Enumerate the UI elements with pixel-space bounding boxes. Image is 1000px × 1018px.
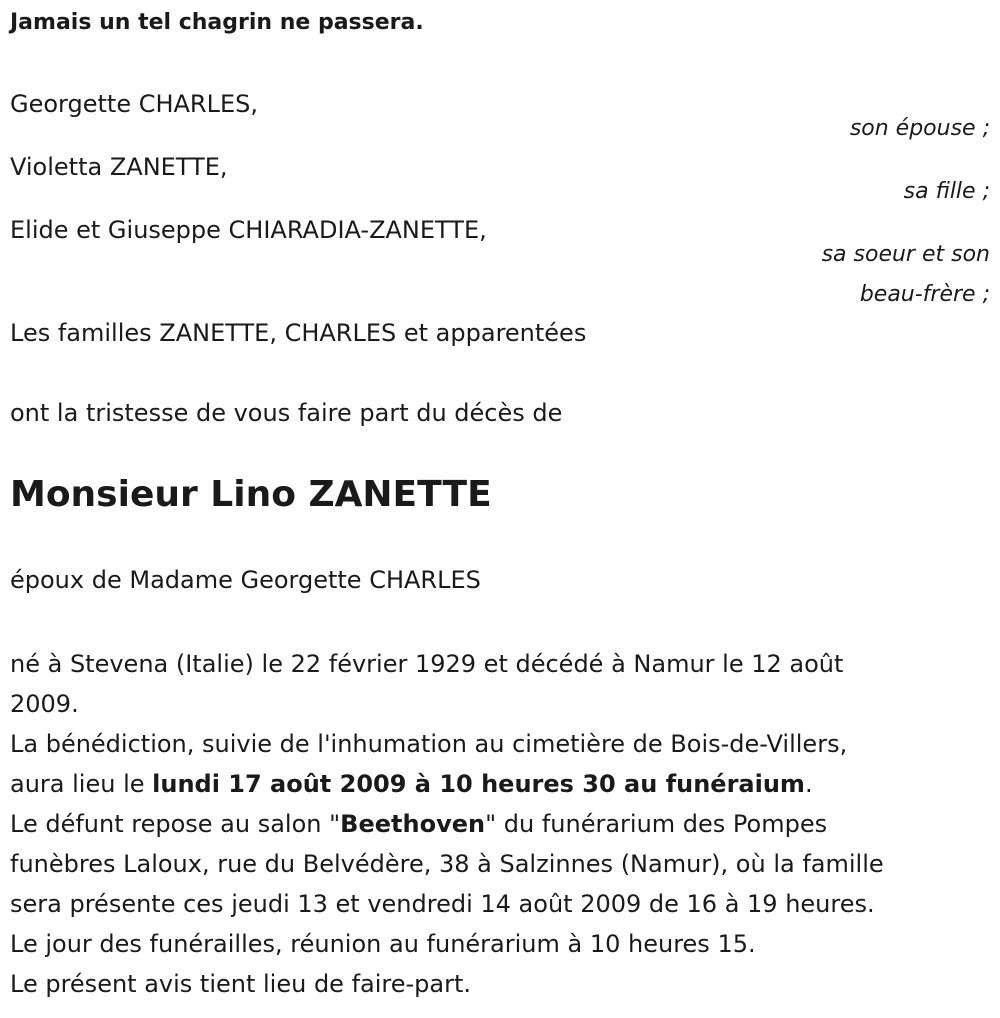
family-member-name-3: Elide et Giuseppe CHIARADIA-ZANETTE, xyxy=(10,216,487,244)
family-member-name-1: Georgette CHARLES, xyxy=(10,90,259,118)
funeral-day-line: Le jour des funérailles, réunion au funérarium à 10 heures 15. xyxy=(10,930,756,958)
salon-name: Beethoven xyxy=(340,810,486,838)
benediction-suffix: . xyxy=(804,770,813,798)
repose-line xyxy=(10,804,990,844)
announcement-line: ont la tristesse de vous faire part du décès de xyxy=(10,399,563,427)
presence-line: sera présente ces jeudi 13 et vendredi 14 août 2009 de 16 à 19 heures. xyxy=(10,890,875,918)
closing-line: Le présent avis tient lieu de faire-part. xyxy=(10,970,472,998)
repose-prefix: Le défunt repose au salon " xyxy=(10,810,341,838)
family-member-name-2: Violetta ZANETTE, xyxy=(10,153,228,181)
benediction-date: lundi 17 août 2009 à 10 heures 30 au funéraium xyxy=(152,770,805,798)
spouse-line: époux de Madame Georgette CHARLES xyxy=(10,566,481,594)
family-member-role-2: sa fille ; xyxy=(903,179,990,204)
heading: Jamais un tel chagrin ne passera. xyxy=(10,10,424,35)
family-member-role-1: son épouse ; xyxy=(849,116,990,141)
birth-death-line-1: né à Stevena (Italie) le 22 février 1929 et décédé à Namur le 12 août xyxy=(10,650,844,678)
benediction-line-1: La bénédiction, suivie de l'inhumation au cimetière de Bois-de-Villers, xyxy=(10,730,848,758)
birth-death-line-2: 2009. xyxy=(10,690,79,718)
repose-suffix: " du funérarium des Pompes xyxy=(485,810,828,838)
families-line: Les familles ZANETTE, CHARLES et apparentées xyxy=(10,319,587,347)
deceased-name: Monsieur Lino ZANETTE xyxy=(10,474,492,515)
address-line: funèbres Laloux, rue du Belvédère, 38 à Salzinnes (Namur), où la famille xyxy=(10,850,884,878)
benediction-line-2 xyxy=(10,764,990,804)
family-member-role-3-line1: sa soeur et son xyxy=(821,242,990,267)
benediction-prefix: aura lieu le xyxy=(10,770,153,798)
family-member-role-3-line2: beau-frère ; xyxy=(859,282,990,307)
details-block xyxy=(10,644,990,1004)
